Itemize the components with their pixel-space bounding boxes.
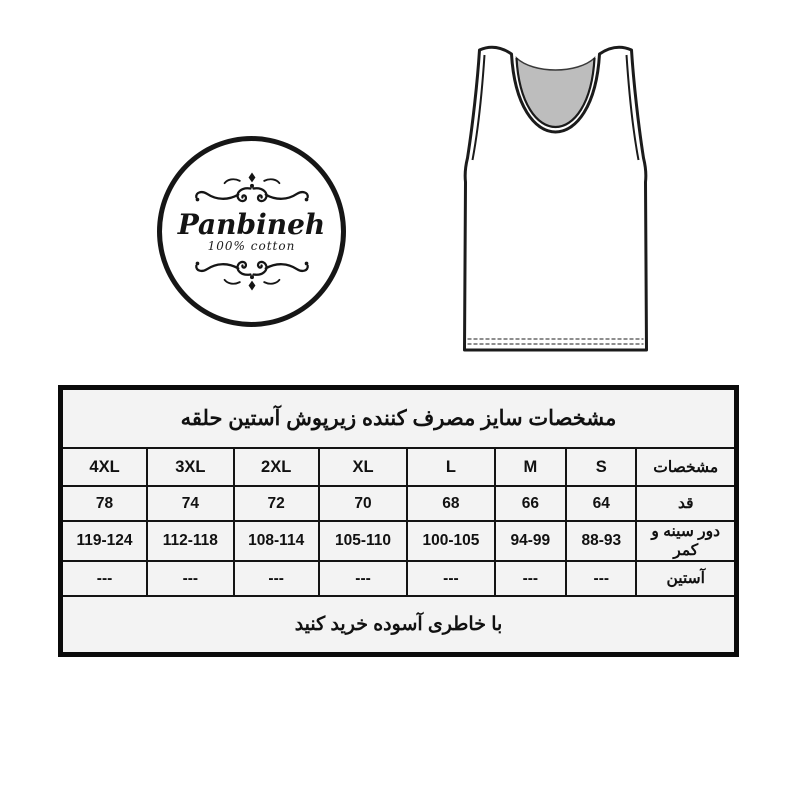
height-xl: 70 bbox=[319, 486, 408, 521]
height-2xl: 72 bbox=[234, 486, 319, 521]
table-title-row bbox=[61, 388, 737, 449]
table-header-row bbox=[61, 448, 737, 486]
chest-2xl: 108-114 bbox=[234, 521, 319, 561]
chest-m: 94-99 bbox=[495, 521, 567, 561]
chest-s: 88-93 bbox=[566, 521, 636, 561]
chest-4xl: 119-124 bbox=[61, 521, 148, 561]
table-footer-row bbox=[61, 596, 737, 655]
height-4xl: 78 bbox=[61, 486, 148, 521]
size-header-s: S bbox=[566, 448, 636, 486]
sleeve-4xl: --- bbox=[61, 561, 148, 596]
size-header-xl: XL bbox=[319, 448, 408, 486]
flourish-bottom-icon bbox=[191, 256, 313, 293]
size-header-l: L bbox=[407, 448, 494, 486]
size-header-4xl: 4XL bbox=[61, 448, 148, 486]
sleeve-xl: --- bbox=[319, 561, 408, 596]
row-label-sleeve: آستین bbox=[636, 561, 736, 596]
table-row-chest-waist bbox=[61, 521, 737, 561]
size-table-footer: با خاطری آسوده خرید کنید bbox=[61, 596, 737, 655]
brand-tagline: 100% cotton bbox=[207, 239, 296, 254]
spec-header-cell: مشخصات bbox=[636, 448, 736, 486]
flourish-top-icon bbox=[191, 170, 313, 207]
chest-l: 100-105 bbox=[407, 521, 494, 561]
height-l: 68 bbox=[407, 486, 494, 521]
row-label-chest-waist: دور سینه و کمر bbox=[636, 521, 736, 561]
height-m: 66 bbox=[495, 486, 567, 521]
brand-name: Panbineh bbox=[177, 207, 326, 241]
chest-xl: 105-110 bbox=[319, 521, 408, 561]
height-s: 64 bbox=[566, 486, 636, 521]
sleeve-l: --- bbox=[407, 561, 494, 596]
sleeve-m: --- bbox=[495, 561, 567, 596]
table-row-height bbox=[61, 486, 737, 521]
size-table-title: مشخصات سایز مصرف کننده زیرپوش آستین حلقه bbox=[61, 388, 737, 449]
size-header-m: M bbox=[495, 448, 567, 486]
height-3xl: 74 bbox=[147, 486, 234, 521]
size-table-container bbox=[58, 385, 739, 657]
row-label-height: قد bbox=[636, 486, 736, 521]
sleeve-2xl: --- bbox=[234, 561, 319, 596]
brand-logo bbox=[157, 136, 346, 327]
sleeve-3xl: --- bbox=[147, 561, 234, 596]
sleeve-s: --- bbox=[566, 561, 636, 596]
tank-top-illustration bbox=[459, 40, 652, 360]
size-table bbox=[58, 385, 739, 657]
table-row-sleeve bbox=[61, 561, 737, 596]
chest-3xl: 112-118 bbox=[147, 521, 234, 561]
size-header-3xl: 3XL bbox=[147, 448, 234, 486]
size-header-2xl: 2XL bbox=[234, 448, 319, 486]
